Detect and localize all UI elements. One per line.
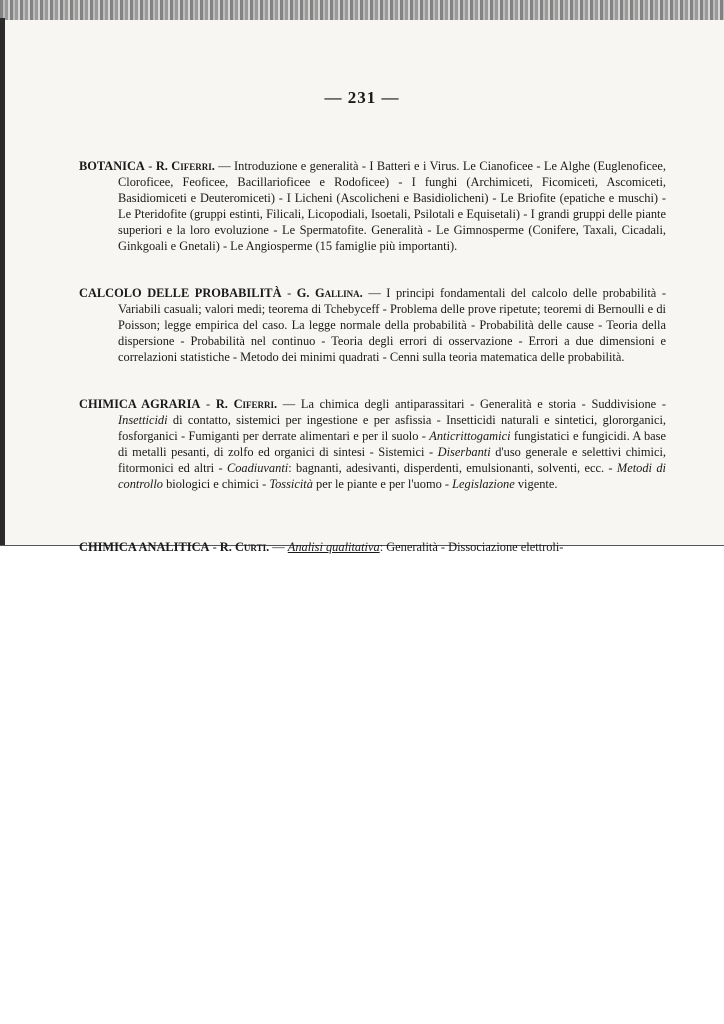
scan-top-edge <box>0 0 724 20</box>
entry-emphasis: Diserbanti <box>437 445 491 460</box>
entry-emphasis: Metodi di controllo <box>118 461 666 492</box>
entry-body: La chimica degli antiparassitari - Generalità e storia - Suddivisione - <box>300 397 666 412</box>
page-number: — 231 — <box>324 88 400 107</box>
entry-emphasis: Coadiuvanti <box>226 461 289 476</box>
entry-heading: BOTANICA <box>79 159 145 174</box>
entry-body: fungistatici e fungicidi. A base di metalli pesanti, di zolfo ed organici di sintesi - Sistemici - <box>118 429 666 460</box>
entry-emphasis: Insetticidi <box>118 413 168 428</box>
entry-body: biologici e chimici - <box>162 477 270 492</box>
entry-emphasis: Analisi qualitativa <box>287 540 380 555</box>
entry-body: d'uso generale e selettivi chimici, fitormonici ed altri - <box>118 445 666 476</box>
entry-emphasis: Legislazione <box>452 477 515 492</box>
entry-author: R. Ciferri. <box>155 159 215 174</box>
entry-body: vigente. <box>514 477 558 492</box>
entry-body: di contatto, sistemici per ingestione e per asfissia - Insetticidi naturali e sintetici, glororganici, fosforganici - Fumiganti per derrate alimentari e per il suolo - <box>118 413 666 444</box>
entry-body: per le piante e per l'uomo - <box>312 477 453 492</box>
entry-heading: CHIMICA ANALITICA <box>79 540 210 555</box>
entry-body: : Generalità - Dissociazione elettroli- <box>379 540 564 555</box>
entry-body: I principi fondamentali del calcolo delle probabilità - Variabili casuali; valori medi; teorema di Tchebyceff - Problema delle prove ripetute; teoremi di Bernoulli e di Poisson; legge empirica del caso. La legge normale della probabilità - Probabilità delle cause - Teoria della dispersione - Probabilità nel continuo - Teoria degli errori di osservazione - Errori a due dimensioni e correlazioni statistiche - Metodo dei minimi quadrati - Cenni sulla teoria matematica delle probabilità. <box>118 286 666 365</box>
course-entry-calcolo: CALCOLO DELLE PROBABILITÀ - G. Gallina. — I principi fondamentali del calcolo delle probabilità - Variabili casuali; valori medi; teorema di Tchebyceff - Problema delle prove ripetute; teoremi di Bernoulli e di Poisson; legge empirica del caso. La legge normale della probabilità - Probabilità delle cause - Teoria della dispersione - Probabilità nel continuo - Teoria degli errori di osservazione - Errori a due dimensioni e correlazioni statistiche - Metodo dei minimi quadrati - Cenni sulla teoria matematica delle probabilità. <box>79 286 666 365</box>
entry-emphasis: Anticrittogamici <box>429 429 511 444</box>
course-entry-chimica-agraria: CHIMICA AGRARIA - R. Ciferri. — La chimica degli antiparassitari - Generalità e storia - Suddivisione - Insetticidi di contatto, sistemici per ingestione e per asfissia - Insetticidi naturali e sintetici, glororganici, fosforganici - Fumiganti per derrate alimentari e per il suolo - Anticrittogamici fungistatici e fungicidi. A base di metalli pesanti, di zolfo ed organici di sintesi - Sistemici - Diserbanti d'uso generale e selettivi chimici, fitormonici ed altri - Coadiuvanti: bagnanti, adesivanti, disperdenti, emulsionanti, solventi, ecc. - Metodi di controllo biologici e chimici - Tossicità per le piante e per l'uomo - Legislazione vigente. <box>79 397 666 492</box>
entry-heading: CHIMICA AGRARIA <box>79 397 201 412</box>
entry-author: R. Ciferri. <box>215 397 278 412</box>
entry-emphasis: Tossicità <box>269 477 313 492</box>
entry-body: Introduzione e generalità - I Batteri e i Virus. Le Cianoficee - Le Alghe (Euglenoficee, Cloroficee, Feoficee, Bacillarioficee e Rodoficee) - I funghi (Archimiceti, Ficomiceti, Ascomiceti, Basidiomiceti e Deuteromiceti) - I Licheni (Ascolicheni e Basidiolicheni) - Le Briofite (epatiche e muschi) - Le Pteridofite (gruppi estinti, Filicali, Licopodiali, Isoetali, Psilotali e Equisetali) - I grandi gruppi delle piante superiori e la loro evoluzione - Le Spermatofite. Generalità - Le Gimnosperme (Conifere, Taxali, Cicadali, Ginkgoali e Gnetali) - Le Angiosperme (15 famiglie più importanti). <box>118 159 666 254</box>
entry-author: G. Gallina. <box>296 286 363 301</box>
entry-heading: CALCOLO DELLE PROBABILITÀ <box>79 286 282 301</box>
entry-body: : bagnanti, adesivanti, disperdenti, emulsionanti, solventi, ecc. - <box>288 461 617 476</box>
course-entry-chimica-analitica: CHIMICA ANALITICA - R. Curti. — Analisi qualitativa: Generalità - Dissociazione elettroli- <box>79 540 564 555</box>
entry-author: R. Curti. <box>219 540 270 555</box>
course-entry-botanica: BOTANICA - R. Ciferri. — Introduzione e generalità - I Batteri e i Virus. Le Cianoficee - Le Alghe (Euglenoficee, Cloroficee, Feoficee, Bacillarioficee e Rodoficee) - I funghi (Archimiceti, Ficomiceti, Ascomiceti, Basidiomiceti e Deuteromiceti) - I Licheni (Ascolicheni e Basidiolicheni) - Le Briofite (epatiche e muschi) - Le Pteridofite (gruppi estinti, Filicali, Licopodiali, Isoetali, Psilotali e Equisetali) - I grandi gruppi delle piante superiori e la loro evoluzione - Le Spermatofite. Generalità - Le Gimnosperme (Conifere, Taxali, Cicadali, Ginkgoali e Gnetali) - Le Angiosperme (15 famiglie più importanti). <box>79 159 666 254</box>
